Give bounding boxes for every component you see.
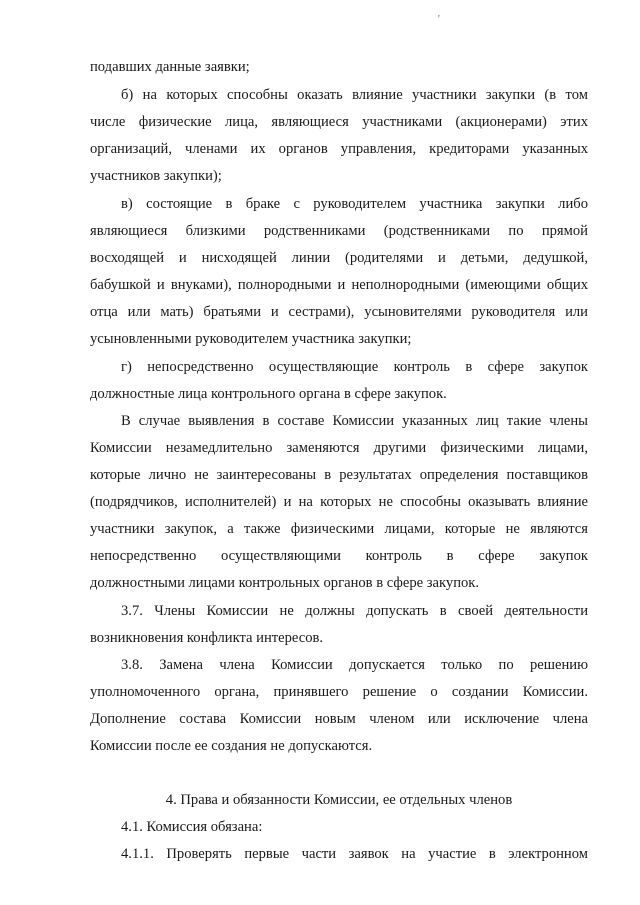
text-line: числе физические лица, являющиеся участниками (акционерами) этих (90, 114, 588, 130)
text-line: 4.1.1. Проверять первые части заявок на участие в электронном (121, 846, 588, 862)
text-line: организаций, членами их органов управления, кредиторами указанных (90, 141, 588, 157)
text-line: в) состоящие в браке с руководителем участника закупки либо (121, 196, 588, 212)
text-line: уполномоченного органа, принявшего решение о создании Комиссии. (90, 684, 588, 700)
text-line: отца или мать) братьями и сестрами), усыновителями руководителя или (90, 304, 588, 320)
text-line: участников закупки); (90, 168, 222, 184)
text-line: 3.7. Члены Комиссии не должны допускать в своей деятельности (121, 603, 588, 619)
text-line: подавших данные заявки; (90, 59, 250, 75)
text-line: Дополнение состава Комиссии новым членом или исключение члена (90, 711, 588, 727)
text-line: должностные лица контрольного органа в сфере закупок. (90, 386, 447, 402)
text-line: которые лично не заинтересованы в результатах определения поставщиков (90, 467, 588, 483)
text-line: Комиссии после ее создания не допускаются. (90, 738, 373, 754)
text-line: являющиеся близкими родственниками (родственниками по прямой (90, 223, 588, 239)
text-line: б) на которых способны оказать влияние участники закупки (в том (121, 87, 588, 103)
text-line: г) непосредственно осуществляющие контроль в сфере закупок (121, 359, 588, 375)
text-line: Комиссии незамедлительно заменяются другими физическими лицами, (90, 440, 588, 456)
text-line: 4.1. Комиссия обязана: (121, 819, 263, 835)
section-heading: 4. Права и обязанности Комиссии, ее отдельных членов (165, 792, 513, 808)
text-line: бабушкой и внуками), полнородными и неполнородными (имеющими общих (90, 277, 588, 293)
text-line: (подрядчиков, исполнителей) и на которых не способны оказывать влияние (90, 494, 588, 510)
text-line: участники закупок, а также физическими лицами, которые не являются (90, 521, 588, 537)
page-mark: ' (438, 14, 440, 25)
text-line: усыновленными руководителем участника закупки; (90, 331, 412, 347)
text-line: В случае выявления в составе Комиссии указанных лиц такие члены (121, 413, 588, 429)
text-line: должностными лицами контрольных органов в сфере закупок. (90, 575, 480, 591)
text-line: восходящей и нисходящей линии (родителями и детьми, дедушкой, (90, 250, 588, 266)
text-line: возникновения конфликта интересов. (90, 630, 324, 646)
text-line: 3.8. Замена члена Комиссии допускается только по решению (121, 657, 588, 673)
text-line: непосредственно осуществляющими контроль в сфере закупок (90, 548, 588, 564)
